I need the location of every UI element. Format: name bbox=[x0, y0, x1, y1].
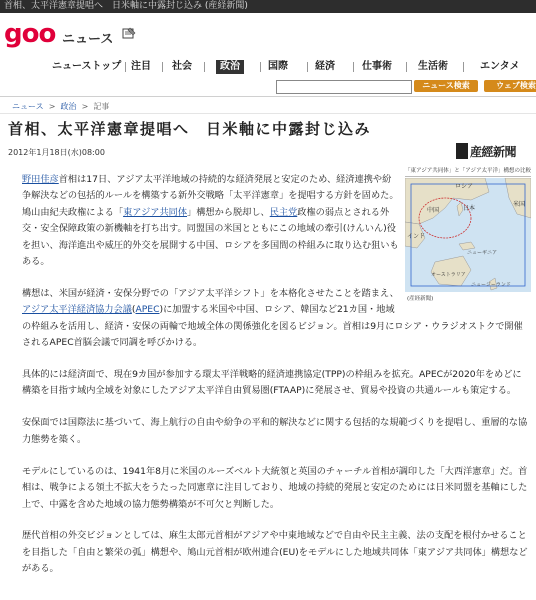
link-east-asia-community[interactable]: 東アジア共同体 bbox=[123, 206, 188, 218]
article-title: 首相、太平洋憲章提唱へ 日米軸に中露封じ込み bbox=[8, 120, 372, 138]
breadcrumb bbox=[12, 101, 109, 112]
article-paragraph: 歴代首相の外交ビジョンとしては、麻生太郎元首相がアジアや中東地域などで自由や民主主義、法の支配を根付かせることを目指した「自由と繁栄の弧」構想や、鳩山元首相が欧州連合(EU)をモデルにした地域共同体「東アジア共同体」構想などがある。 bbox=[22, 530, 528, 575]
publisher-mark-icon bbox=[456, 143, 468, 159]
web-search-button[interactable]: ウェブ検索 bbox=[484, 80, 536, 92]
map-label-usa: 米国 bbox=[513, 201, 526, 208]
nav-item-entertainment[interactable]: エンタメ bbox=[480, 61, 520, 72]
nav-divider bbox=[162, 62, 163, 72]
search-input[interactable] bbox=[276, 80, 412, 94]
paragraph-text: 」構想から脱却し、 bbox=[187, 206, 270, 218]
newspaper-icon bbox=[122, 26, 136, 40]
article-paragraph: モデルにしているのは、1941年8月に米国のルーズベルト大統領と英国のチャーチル首相が調印した「大西洋憲章」だ。首相は、戦争による領土不拡大をうたった同憲章に注目しており、地域の持続的発展と安定のためには日米同盟を基軸にした上で、中露を含めた地域の協力態勢構築が不可欠と判断した。 bbox=[22, 465, 528, 510]
breadcrumb-divider bbox=[0, 113, 536, 114]
nav-divider bbox=[204, 62, 205, 72]
article-paragraph: 具体的には経済面で、現在9カ国が参加する環太平洋戦略的経済連携協定(TPP)の枠組みを拡充。APECが2020年をめどに構築を目指す域内全域を対象にしたアジア太平洋自由貿易圏(FTAAP)に発展させ、貿易や投資の共通ルールも策定する。 bbox=[22, 369, 522, 397]
paragraph-text: )に加盟する米国や中国、ロシア、韓国など21カ国・地域の枠組みを活用し、経済・安保の両輪で地域全体の関係強化を図るビジョン。首相は9月にロシア・ウラジオストクで開催されるAPEC首脳会議で同調を呼びかける。 bbox=[22, 304, 523, 349]
category-nav bbox=[48, 60, 536, 76]
article-paragraph: 安保面では国際法に基づいて、海上航行の自由や紛争の平和的解決などに関する包括的な規範づくりを提唱し、重層的な協力態勢を築く。 bbox=[22, 417, 528, 445]
nav-item-international[interactable]: 国際 bbox=[268, 61, 288, 72]
site-header bbox=[0, 14, 536, 52]
link-noda-yoshihiko[interactable]: 野田佳彦 bbox=[22, 174, 59, 185]
link-apec-council[interactable]: アジア太平洋経済協力会議 bbox=[22, 304, 132, 316]
nav-item-politics[interactable]: 政治 bbox=[216, 60, 244, 74]
paragraph-text: ( bbox=[131, 304, 136, 316]
window-title: 首相、太平洋憲章提唱へ 日米軸に中露封じ込み (産経新聞) bbox=[0, 0, 536, 13]
map-label-russia: ロシア bbox=[455, 183, 474, 190]
link-apec[interactable]: APEC bbox=[135, 304, 160, 316]
goo-logo[interactable]: goo bbox=[4, 19, 56, 49]
nav-divider bbox=[353, 62, 354, 72]
map-label-china: 中国 bbox=[427, 207, 440, 214]
nav-item-society[interactable]: 社会 bbox=[172, 61, 192, 72]
link-democratic-party[interactable]: 民主党 bbox=[269, 206, 298, 218]
article-body bbox=[22, 172, 530, 593]
map-label-australia: オーストラリア bbox=[431, 272, 466, 278]
nav-divider bbox=[125, 62, 126, 72]
nav-item-featured[interactable]: 注目 bbox=[131, 61, 151, 72]
nav-divider bbox=[406, 62, 407, 72]
map-label-new-zealand: ニュージーランド bbox=[471, 282, 511, 288]
nav-item-economy[interactable]: 経済 bbox=[315, 61, 335, 72]
nav-divider bbox=[463, 62, 464, 72]
paragraph-text: 構想は、米国が経済・安保分野での「アジア太平洋シフト」を本格化させたことを踏まえ、 bbox=[22, 287, 399, 299]
map-label-japan: 日本 bbox=[463, 205, 476, 212]
paragraph-text: 政権の弱点とされる外交・安全保障政策の新機軸を打ち出す。同盟国の米国とともにこの地域の牽引(けんいん)役を担い、海洋進出や威圧的外交を展開する中国、ロシアを多国間の枠組みに取り込む狙いもある。 bbox=[22, 206, 399, 268]
map-label-new-guinea: ニューギニア bbox=[467, 250, 498, 256]
news-section-label[interactable]: ニュース bbox=[62, 32, 114, 47]
breadcrumb-politics[interactable]: 政治 bbox=[60, 102, 77, 111]
nav-divider bbox=[307, 62, 308, 72]
breadcrumb-separator: > bbox=[46, 102, 58, 111]
nav-item-business-skills[interactable]: 仕事術 bbox=[362, 61, 392, 72]
nav-item-news-top[interactable]: ニューストップ bbox=[52, 61, 122, 72]
header-divider bbox=[0, 96, 536, 97]
map-label-india: インド bbox=[407, 233, 426, 240]
news-search-button[interactable]: ニュース検索 bbox=[414, 80, 478, 92]
nav-divider bbox=[260, 62, 261, 72]
figure-source: (産経新聞) bbox=[407, 296, 434, 302]
paragraph-text: 首相は17日、アジア太平洋地域の持続的な経済発展と安定のため、経済連携や紛争解決などの包括的ルールを構築する新外交戦略「太平洋憲章」を提唱する方針を固めた。鳩山由紀夫政権による「 bbox=[22, 174, 399, 218]
article-date: 2012年1月18日(水)08:00 bbox=[8, 148, 105, 157]
breadcrumb-news[interactable]: ニュース bbox=[12, 102, 44, 111]
breadcrumb-current: 記事 bbox=[93, 102, 110, 111]
breadcrumb-separator: > bbox=[79, 102, 91, 111]
figure-spacer bbox=[400, 172, 530, 306]
figure-caption: 「東アジア共同体」と「アジア太平洋」構想の比較 bbox=[405, 166, 531, 177]
publisher-name: 産經新聞 bbox=[470, 145, 517, 159]
nav-item-lifestyle[interactable]: 生活術 bbox=[418, 61, 448, 72]
